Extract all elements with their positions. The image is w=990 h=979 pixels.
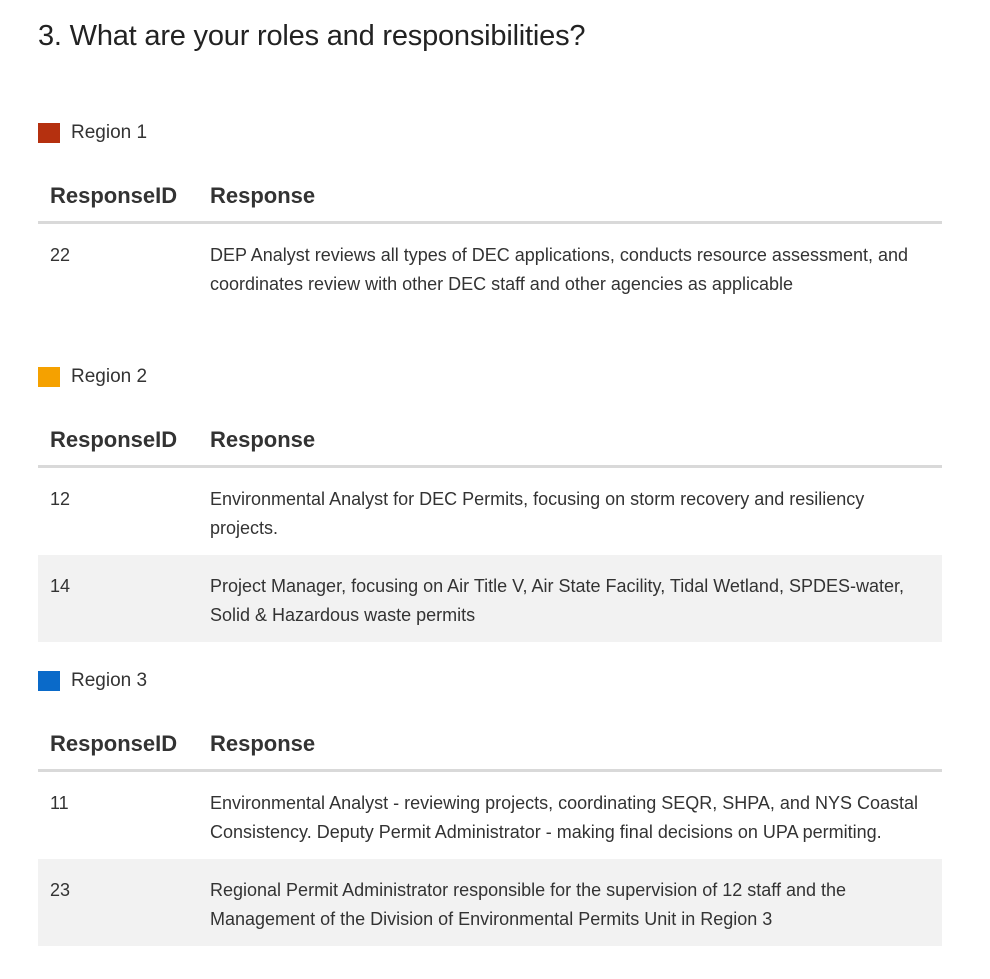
- region-label: Region 1: [71, 122, 148, 143]
- column-header-response-id: ResponseID: [38, 175, 198, 223]
- table-row: [38, 467, 942, 556]
- region-color-swatch: [38, 367, 60, 387]
- region-label: Region 3: [71, 670, 148, 691]
- region-label: Region 2: [71, 366, 148, 387]
- column-header-response: Response: [198, 419, 942, 467]
- responses-table: [38, 175, 942, 311]
- response-id-cell: 14: [38, 555, 198, 642]
- region-color-swatch: [38, 123, 60, 143]
- table-header-row: [38, 723, 942, 771]
- response-text-cell: Environmental Analyst for DEC Permits, focusing on storm recovery and resiliency projects.: [210, 489, 865, 538]
- response-id-cell: 11: [50, 793, 69, 813]
- table-row: [38, 555, 942, 642]
- table-row: [38, 859, 942, 946]
- region-3-section: [38, 669, 942, 946]
- column-header-response: Response: [198, 175, 942, 223]
- table-row: [38, 771, 942, 860]
- region-color-swatch: [38, 671, 60, 691]
- response-id-cell: 23: [38, 859, 198, 946]
- column-header-response: Response: [198, 723, 942, 771]
- table-header-row: [38, 419, 942, 467]
- column-header-response-id: ResponseID: [38, 419, 198, 467]
- response-text-cell: Regional Permit Administrator responsible for the supervision of 12 staff and the Management of the Division of Environmental Permits Unit in Region 3: [198, 859, 942, 946]
- region-legend: [38, 121, 942, 145]
- responses-table: [38, 419, 942, 642]
- response-id-cell: 12: [50, 489, 71, 509]
- page-title: 3. What are your roles and responsibilities?: [38, 20, 586, 52]
- region-legend: [38, 365, 942, 389]
- responses-table: [38, 723, 942, 946]
- column-header-response-id: ResponseID: [38, 723, 198, 771]
- table-header-row: [38, 175, 942, 223]
- response-text-cell: DEP Analyst reviews all types of DEC applications, conducts resource assessment, and coordinates review with other DEC staff and other agencies as applicable: [210, 245, 909, 294]
- region-2-section: [38, 365, 942, 642]
- region-legend: [38, 669, 942, 693]
- table-row: [38, 223, 942, 312]
- response-id-cell: 22: [50, 245, 71, 265]
- region-1-section: [38, 121, 942, 311]
- response-text-cell: Project Manager, focusing on Air Title V, Air State Facility, Tidal Wetland, SPDES-water, Solid & Hazardous waste permits: [198, 555, 942, 642]
- response-text-cell: Environmental Analyst - reviewing projects, coordinating SEQR, SHPA, and NYS Coastal Consistency. Deputy Permit Administrator - making final decisions on UPA permiting.: [210, 793, 918, 842]
